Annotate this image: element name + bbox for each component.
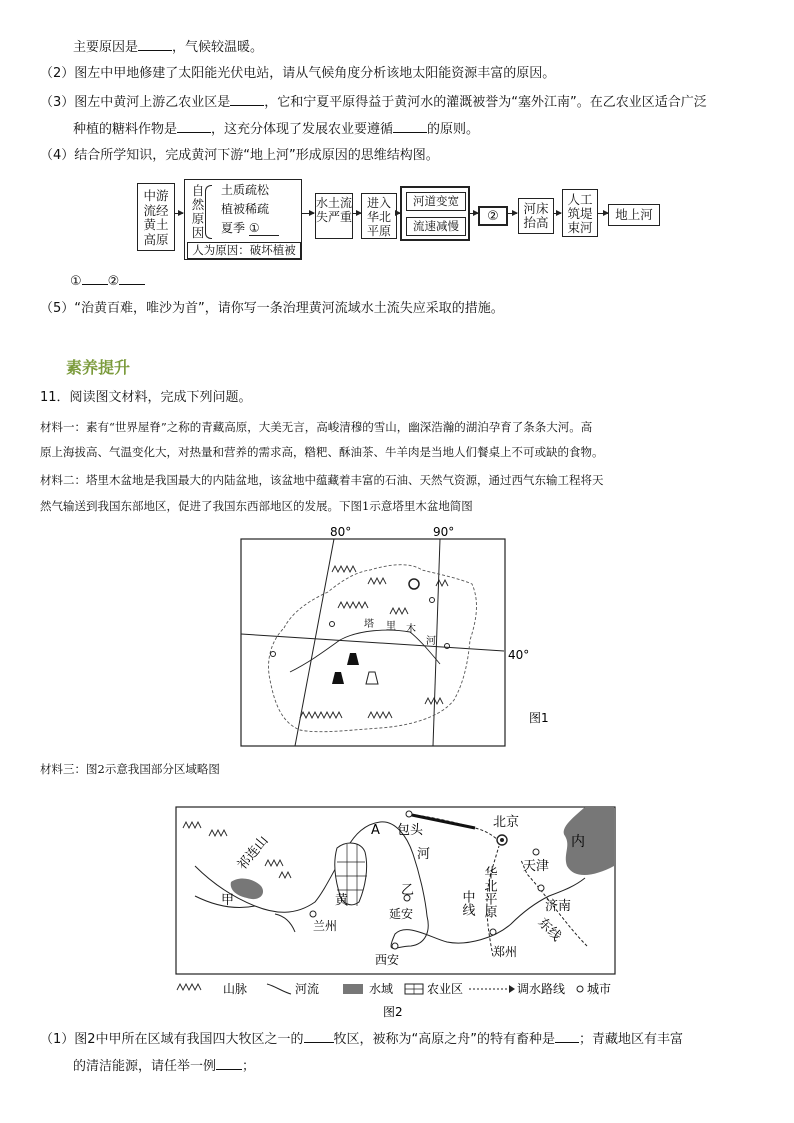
cause-sparse-vegetation: 植被稀疏 [221,202,270,216]
latitude-40-label: 40° [508,648,530,662]
beijing-city-dot [500,838,504,842]
river-char: 河 [426,636,436,647]
zhengzhou-city [490,929,496,935]
arrow [302,213,314,214]
svg-text:山脉: 山脉 [223,982,248,996]
svg-text:水域: 水域 [369,982,394,996]
answer-line: ① ② [70,272,145,291]
label-zhongxian: 中线 [459,890,475,916]
river-widen: 河道变宽 [406,192,466,211]
tianjin-city [533,849,539,855]
material-1-line1: 材料一：素有“世界屋脊”之称的青藏高原，大美无言，高峻清穆的雪山，幽深浩瀚的湖泊孕育了条条大河。高 [40,420,593,434]
material-2-line2: 然气输送到我国东部地区，促进了我国东西部地区的发展。下图1示意塔里木盆地简图 [40,499,473,513]
lanzhou-city [310,911,316,917]
q1-tail: 主要原因是 ，气候较温暖。 [73,40,264,55]
label-beijing: 北京 [493,815,520,830]
question-5: （5）“治黄百难，唯沙为首”，请你写一条治理黄河流域水土流失应采取的措施。 [40,301,504,316]
arrow [353,213,361,214]
svg-text:河流: 河流 [295,982,320,996]
svg-text:调水路线: 调水路线 [517,982,566,996]
legend [177,981,611,996]
cause-loose-soil: 土质疏松 [221,183,270,197]
label-dongxian: 东线 [534,915,564,945]
label-huabei: 华北平原 [481,866,497,918]
question-11-1-line1: （1）图2中甲所在区域有我国四大牧区之一的 牧区，被称为“高原之舟”的特有畜种是 ；青藏地区有丰富 [40,1032,684,1047]
label-yanan: 延安 [389,907,414,921]
question-3-line2: 种植的糖料作物是 ，这充分体现了发展农业要遵循 的原则。 [73,122,480,137]
label-qilian: 祁连山 [234,833,272,873]
river-char: 塔 [364,619,374,630]
material-3: 材料三：图2示意我国部分区域略图 [40,762,220,776]
xian-city [392,943,398,949]
longitude-90-label: 90° [433,525,455,539]
flow-box-above-ground-river: 地上河 [608,204,660,226]
label-nei: 内 [571,834,585,850]
answer-blank[interactable] [216,1057,242,1070]
jinan-city [538,885,544,891]
svg-text:城市: 城市 [587,982,612,996]
answer-blank-1[interactable] [82,272,108,285]
question-3-line1: （3）图左中黄河上游乙农业区是 ，它和宁夏平原得益于黄河水的灌溉被誉为“塞外江南”。在乙农业区适合广泛 [40,95,707,110]
answer-blank[interactable] [177,120,211,133]
arrow [470,213,478,214]
label-jia: 甲 [221,893,235,908]
answer-blank-2[interactable] [119,272,145,285]
label-xian: 西安 [375,953,400,967]
question-11-1-line2: 的清洁能源，请任举一例 ； [73,1059,256,1074]
flow-box-loess: 中游流经黄土高原 [137,183,175,251]
tarim-basin-map [240,522,562,748]
answer-blank[interactable] [304,1030,334,1043]
flow-box-plain: 进入华北平原 [361,193,397,239]
material-2-line1: 材料二：塔里木盆地是我国最大的内陆盆地，该盆地中蕴藏着丰富的石油、天然气资源，通过西气东输工程将天 [40,473,604,487]
svg-text:农业区: 农业区 [427,982,464,996]
answer-blank[interactable] [138,38,172,51]
answer-blank[interactable] [555,1030,579,1043]
flow-box-erosion: 水土流失严重 [315,193,353,239]
question-4: （4）结合所学知识，完成黄河下游“地上河”形成原因的思维结构图。 [40,148,439,163]
arrow [598,213,608,214]
label-yi: 乙 [401,883,415,898]
material-1-line2: 原上海拔高、气温变化大，对热量和营养的需求高，糌粑、酥油茶、牛羊肉是当地人们餐桌上不可或缺的食物。 [40,445,604,459]
cause-summer: 夏季 ① [221,221,279,236]
answer-blank[interactable] [393,120,427,133]
river-slow: 流速减慢 [406,217,466,236]
label-tianjin: 天津 [523,859,550,874]
label-zhengzhou: 郑州 [493,945,518,959]
arrow [508,213,517,214]
label-he: 河 [417,847,431,862]
brace [205,185,212,239]
flow-box-causes [184,179,302,260]
natural-cause-label: 自然原因 [191,183,205,240]
figure-1-caption: 图1 [529,711,549,725]
baotou-city [406,811,412,817]
label-jinan: 济南 [545,899,572,914]
figure-2-caption: 图2 [383,1005,403,1019]
section-title: 素养提升 [66,358,131,377]
blank-1[interactable]: ① [249,221,279,236]
label-lanzhou: 兰州 [313,919,338,933]
flow-box-blank-2[interactable]: ② [478,206,508,226]
question-2: （2）图左中甲地修建了太阳能光伏电站，请从气候角度分析该地太阳能资源丰富的原因。 [40,66,556,81]
label-A: A [371,823,380,838]
arrow [175,213,183,214]
flow-box-riverbed: 河床抬高 [518,198,554,234]
label-huang: 黄 [335,893,349,908]
question-11: 11．阅读图文材料，完成下列问题。 [40,390,252,405]
answer-blank[interactable] [230,93,264,106]
arrow [554,213,561,214]
flow-box-levee: 人工筑堤束河 [562,189,598,237]
label-baotou: 包头 [397,823,424,838]
river-char: 木 [406,624,416,635]
river-char: 里 [386,621,396,632]
human-cause: 人为原因：破坏植被 [187,242,301,259]
region-map [175,806,620,1021]
longitude-80-label: 80° [330,525,352,539]
flow-box-river [400,186,470,241]
